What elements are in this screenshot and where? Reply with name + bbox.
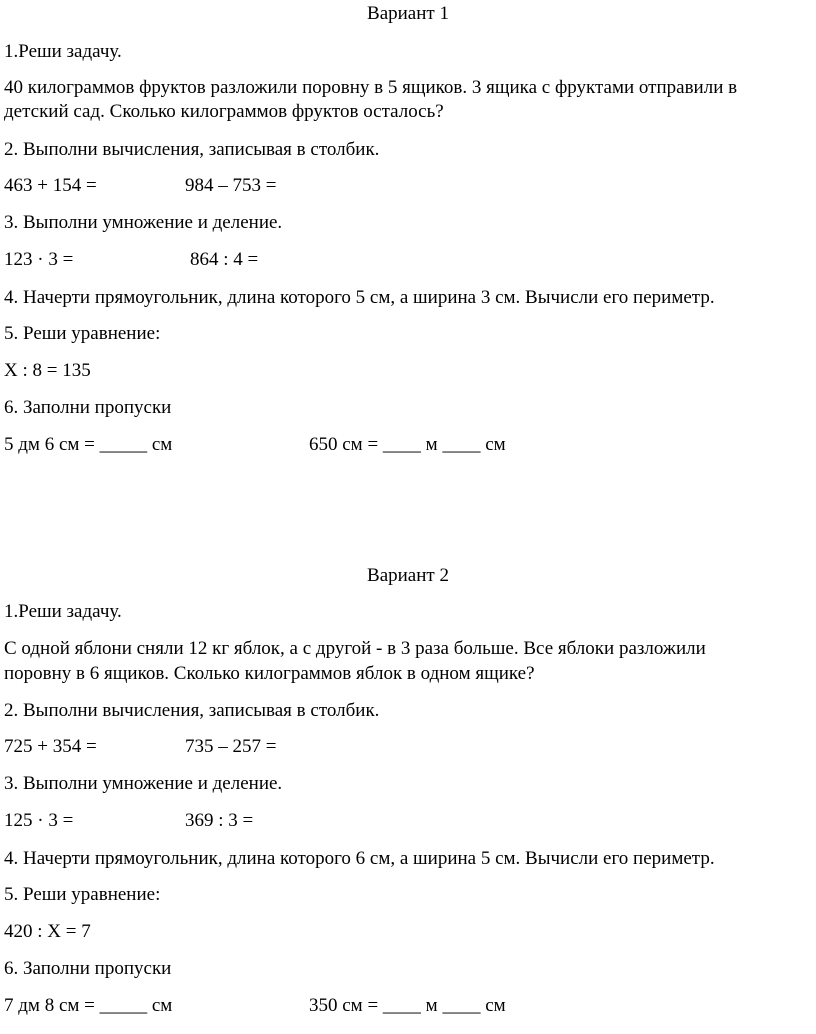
v2-task3-expr-a: 125 · 3 = — [4, 810, 74, 831]
v2-task6-expr-a: 7 дм 8 см = _____ см — [4, 995, 173, 1016]
v1-task6-heading: 6. Заполни пропуски — [4, 397, 172, 418]
v2-task2-heading: 2. Выполни вычисления, записывая в столбик. — [4, 700, 380, 721]
v2-task3-heading: 3. Выполни умножение и деление. — [4, 773, 283, 794]
v2-task2-expr-b: 735 – 257 = — [185, 736, 277, 757]
v2-task1-text-line1: С одной яблони сняли 12 кг яблок, а с другой - в 3 раза больше. Все яблоки разложили — [4, 638, 706, 659]
variant-1-title: Вариант 1 — [367, 3, 449, 24]
v1-task1-text-line2: детский сад. Сколько килограммов фруктов осталось? — [4, 101, 444, 122]
v1-task1-text-line1: 40 килограммов фруктов разложили поровну в 5 ящиков. 3 ящика с фруктами отправили в — [4, 77, 738, 98]
v1-task6-expr-b: 650 см = ____ м ____ см — [309, 434, 506, 455]
v2-task6-heading: 6. Заполни пропуски — [4, 958, 172, 979]
v1-task4-text: 4. Начерти прямоугольник, длина которого 5 см, а ширина 3 см. Вычисли его периметр. — [4, 287, 715, 308]
v2-task1-text-line2: поровну в 6 ящиков. Сколько килограммов яблок в одном ящике? — [4, 663, 535, 684]
v2-task4-text: 4. Начерти прямоугольник, длина которого 6 см, а ширина 5 см. Вычисли его периметр. — [4, 848, 715, 869]
v2-task2-expr-a: 725 + 354 = — [4, 736, 97, 757]
v2-task5-expr: 420 : X = 7 — [4, 921, 91, 942]
v1-task2-heading: 2. Выполни вычисления, записывая в столбик. — [4, 139, 380, 160]
v1-task3-expr-b: 864 : 4 = — [190, 249, 259, 270]
v2-task6-expr-b: 350 см = ____ м ____ см — [309, 995, 506, 1016]
v2-task3-expr-b: 369 : 3 = — [185, 810, 254, 831]
v1-task5-expr: X : 8 = 135 — [4, 360, 91, 381]
v1-task6-expr-a: 5 дм 6 см = _____ см — [4, 434, 173, 455]
v2-task5-heading: 5. Реши уравнение: — [4, 884, 161, 905]
v1-task2-expr-a: 463 + 154 = — [4, 175, 97, 196]
v1-task3-heading: 3. Выполни умножение и деление. — [4, 212, 283, 233]
v2-task1-heading: 1.Реши задачу. — [4, 601, 122, 622]
variant-2-title: Вариант 2 — [367, 565, 449, 586]
v1-task2-expr-b: 984 – 753 = — [185, 175, 277, 196]
v1-task5-heading: 5. Реши уравнение: — [4, 323, 161, 344]
v1-task1-heading: 1.Реши задачу. — [4, 41, 122, 62]
v1-task3-expr-a: 123 · 3 = — [4, 249, 74, 270]
